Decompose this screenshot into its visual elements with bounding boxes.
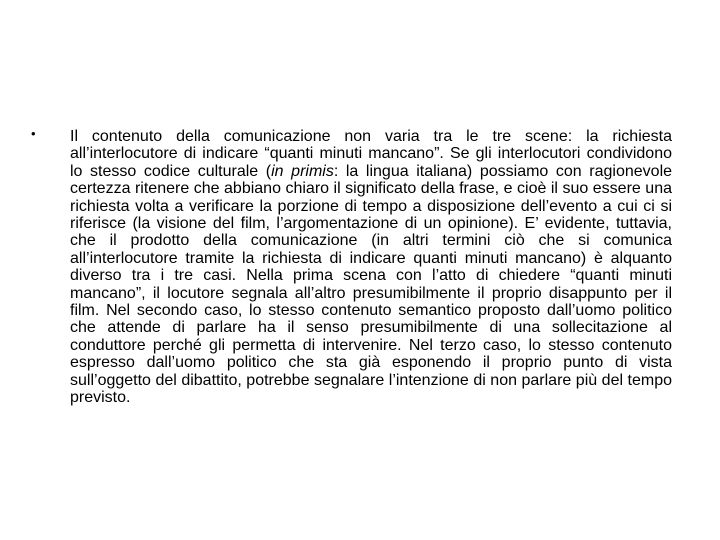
paragraph-text-start: Il contenuto della comunicazione non varia tra le tre scene: la richiesta all’interlocutore di indicare “quanti minuti mancano”. Se gli interlocutori condividono lo stesso codice culturale ( xyxy=(70,128,672,180)
body-paragraph xyxy=(70,128,672,407)
paragraph-italic-phrase: in primis xyxy=(271,162,334,180)
bullet-icon: • xyxy=(31,126,36,141)
paragraph-text-end: : la lingua italiana) possiamo con ragionevole certezza ritenere che abbiano chiaro il significato della frase, e cioè il suo essere una richiesta volta a verificare la porzione di tempo a disposizione dell’evento a cui ci si riferisce (la visione del film, l’argomentazione di un opinione). E’ evidente, tuttavia, che il prodotto della comunicazione (in altri termini ciò che si comunica all’interlocutore tramite la richiesta di indicare quanti minuti mancano) è alquanto diverso tra i tre casi. Nella prima scena con l’atto di chiedere “quanti minuti mancano”, il locutore segnala all’altro presumibilmente il proprio disappunto per il film. Nel secondo caso, lo stesso contenuto semantico proposto dall’uomo politico che attende di parlare ha il senso presumibilmente di una sollecitazione al conduttore perché gli permetta di intervenire. Nel terzo caso, lo stesso contenuto espresso dall’uomo politico che sta già esponendo il proprio punto di vista sull’oggetto del dibattito, potrebbe segnalare l’intenzione di non parlare più del tempo previsto. xyxy=(70,162,673,407)
